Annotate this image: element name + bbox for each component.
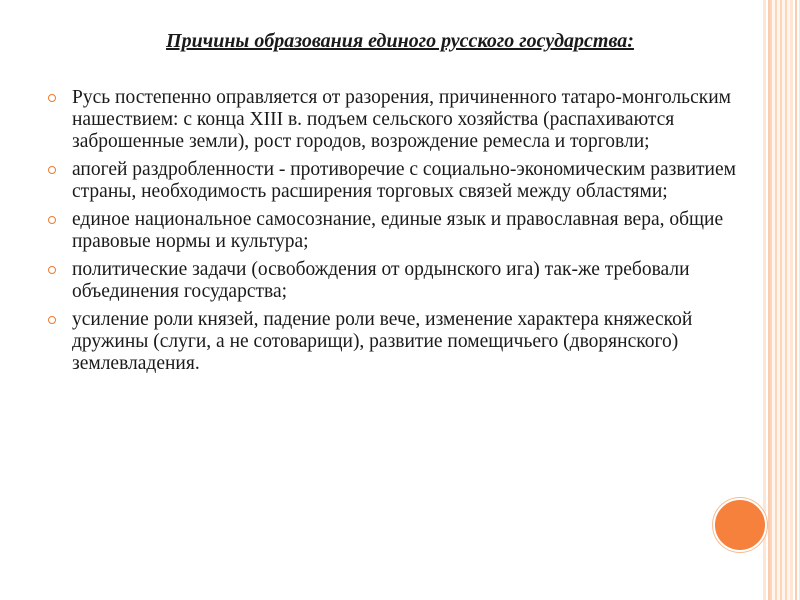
bullet-circle-icon <box>48 316 56 324</box>
list-item <box>48 87 748 153</box>
bullet-circle-icon <box>48 266 56 274</box>
list-item <box>48 209 748 253</box>
list-item-text: усиление роли князей, падение роли вече, изменение характера княжеской дружины (слуги, а не сотоварищи), развитие помещичьего (дворянского) землевладения. <box>72 309 693 374</box>
slide-title: Причины образования единого русского государства: <box>166 30 634 52</box>
bullet-circle-icon <box>48 216 56 224</box>
list-item-text: единое национальное самосознание, единые язык и православная вера, общие правовые нормы и культура; <box>72 209 724 252</box>
bullet-list <box>48 87 748 381</box>
accent-circle-decoration <box>713 498 767 552</box>
list-item-text: апогей раздробленности - противоречие с социально-экономическим развитием страны, необходимость расширения торговых связей между областями; <box>72 159 736 202</box>
decorative-stripe-inner <box>770 0 790 600</box>
list-item <box>48 159 748 203</box>
list-item <box>48 309 748 375</box>
list-item <box>48 259 748 303</box>
list-item-text: политические задачи (освобождения от ордынского ига) так-же требовали объединения государства; <box>72 259 690 302</box>
bullet-circle-icon <box>48 166 56 174</box>
list-item-text: Русь постепенно оправляется от разорения, причиненного татаро-монгольским нашествием: с конца XIII в. подъем сельского хозяйства (распахиваются заброшенные земли), рост городов, возрождение ремесла и торговли; <box>72 87 731 152</box>
bullet-circle-icon <box>48 94 56 102</box>
